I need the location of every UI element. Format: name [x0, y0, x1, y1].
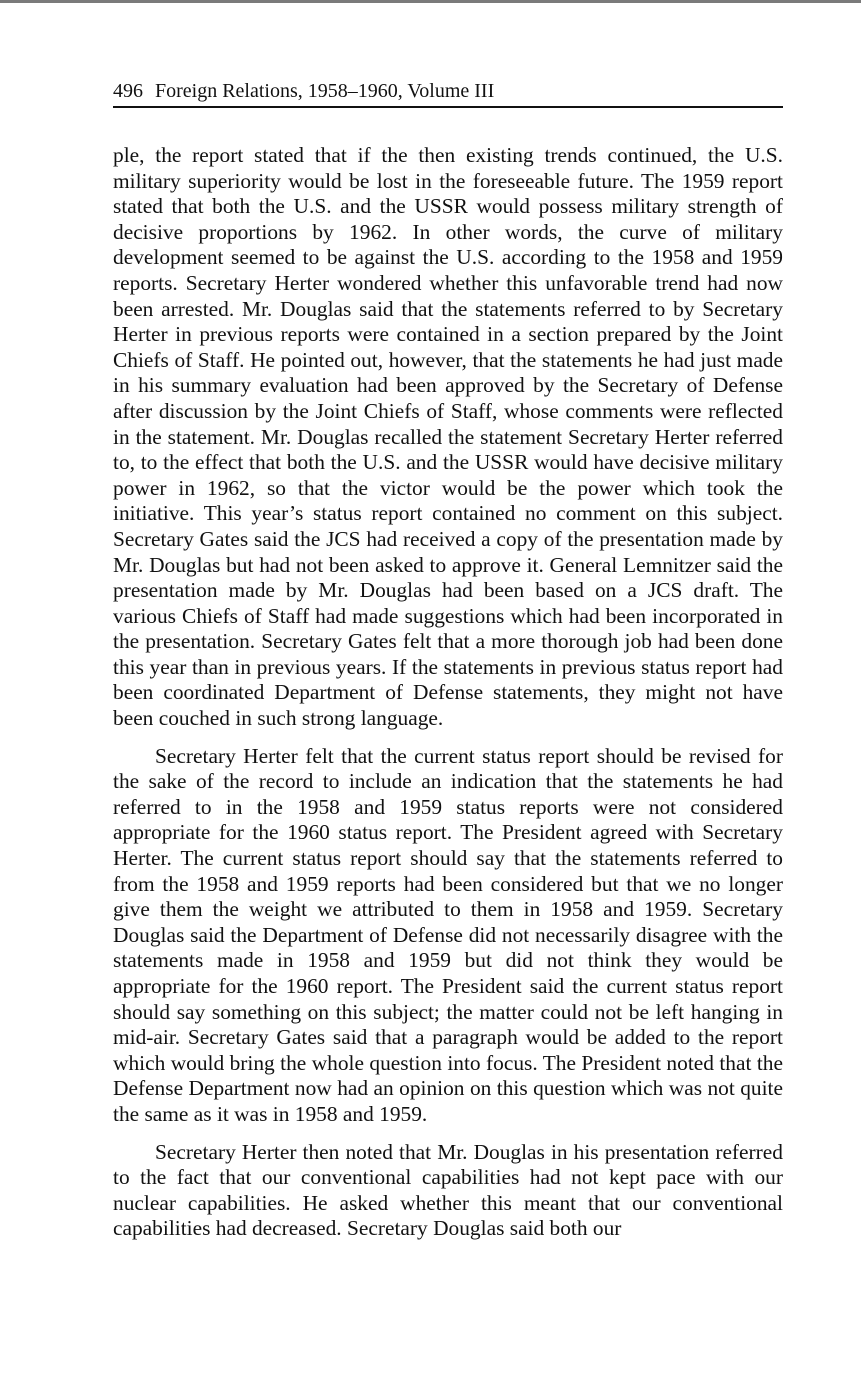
running-title: Foreign Relations, 1958–1960, Volume III — [155, 80, 495, 102]
paragraph-continued: ple, the report stated that if the then existing trends continued, the U.S. military superiority would be lost in the foreseeable future. The 1959 report stated that both the U.S. and the USSR would possess military strength of decisive proportions by 1962. In other words, the curve of military development seemed to be against the U.S. according to the 1958 and 1959 reports. Secretary Herter wondered whether this unfavorable trend had now been arrested. Mr. Douglas said that the statements referred to by Secretary Herter in previous reports were contained in a section prepared by the Joint Chiefs of Staff. He pointed out, however, that the statements he had just made in his summary evaluation had been approved by the Secretary of Defense after discussion by the Joint Chiefs of Staff, whose comments were reflected in the statement. Mr. Douglas recalled the statement Secretary Herter referred to, to the effect that both the U.S. and the USSR would have decisive military power in 1962, so that the victor would be the power which took the initiative. This year’s status report contained no comment on this subject. Secretary Gates said the JCS had received a copy of the presentation made by Mr. Douglas but had not been asked to approve it. General Lemnitzer said the presentation made by Mr. Douglas had been based on a JCS draft. The various Chiefs of Staff had made suggestions which had been incorporated in the presentation. Secretary Gates felt that a more thorough job had been done this year than in previous years. If the statements in previous status report had been coordinated Department of Defense statements, they might not have been couched in such strong language. — [113, 143, 783, 731]
paragraph-herter-revision: Secretary Herter felt that the current status report should be revised for the sake of the record to include an indication that the statements he had referred to in the 1958 and 1959 status reports were not considered appropriate for the 1960 status report. The President agreed with Secretary Herter. The current status report should say that the statements referred to from the 1958 and 1959 reports had been considered but that we no longer give them the weight we attributed to them in 1958 and 1959. Secretary Douglas said the Department of Defense did not necessarily disagree with the statements made in 1958 and 1959 but did not think they would be appropriate for the 1960 report. The President said the current status report should say something on this subject; the matter could not be left hanging in mid-air. Secretary Gates said that a paragraph would be added to the report which would bring the whole question into focus. The President noted that the Defense Department now had an opinion on this question which was not quite the same as it was in 1958 and 1959. — [113, 743, 783, 1126]
page-number: 496 — [113, 80, 143, 102]
scan-border — [0, 0, 861, 3]
body-text — [113, 143, 783, 1254]
header-rule — [113, 106, 783, 108]
paragraph-conventional-capabilities: Secretary Herter then noted that Mr. Douglas in his presentation referred to the fact that our conventional capabilities had not kept pace with our nuclear capabilities. He asked whether this meant that our conventional capabilities had decreased. Secretary Douglas said both our — [113, 1139, 783, 1241]
running-head — [113, 78, 783, 104]
